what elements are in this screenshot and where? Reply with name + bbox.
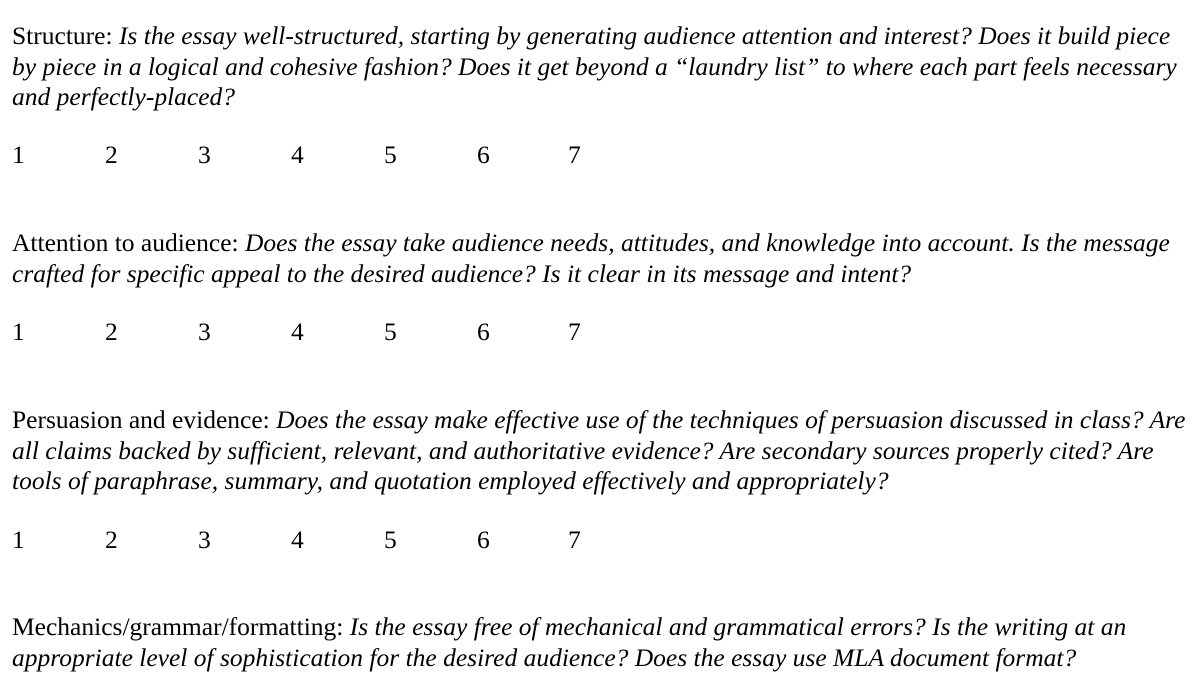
scale-point: 4 — [291, 525, 304, 554]
scale-point: 6 — [477, 317, 490, 346]
scale-point: 7 — [568, 525, 581, 554]
criterion-label: Structure: — [12, 21, 119, 50]
scale-point: 5 — [384, 140, 397, 169]
scale-point: 4 — [291, 317, 304, 346]
criterion-question: Is the essay well-structured, starting by generating audience attention and interest? Does it build piece by piece in a logical and cohesive fashion? Does it get beyond a “laundry list” to where each part feels necessary and perfectly-placed? — [12, 21, 1177, 111]
scale-point: 5 — [384, 317, 397, 346]
criterion-text — [12, 405, 1188, 497]
scale-point: 2 — [105, 525, 118, 554]
scale-point: 3 — [198, 317, 211, 346]
criterion-question: Is the essay free of mechanical and grammatical errors? Is the writing at an appropriate level of sophistication for the desired audience? Does the essay use MLA document format? — [12, 612, 1127, 672]
scale-point: 5 — [384, 525, 397, 554]
rating-scale-attention-to-audience — [12, 316, 652, 348]
scale-point: 1 — [12, 140, 25, 169]
rating-scale-persuasion-and-evidence — [12, 524, 652, 556]
criterion-text — [12, 228, 1188, 289]
criterion-mechanics-grammar-formatting — [12, 612, 1188, 673]
criterion-attention-to-audience — [12, 228, 1188, 289]
criterion-question: Does the essay make effective use of the techniques of persuasion discussed in class? Are all claims backed by sufficient, relevant, and authoritative evidence? Are secondary sources properly cited? Are tools of paraphrase, summary, and quotation employed effectively and appropriately? — [12, 405, 1186, 495]
criterion-text — [12, 612, 1188, 673]
scale-point: 2 — [105, 317, 118, 346]
scale-point: 6 — [477, 140, 490, 169]
scale-point: 3 — [198, 140, 211, 169]
criterion-label: Persuasion and evidence: — [12, 405, 277, 434]
rating-scale-structure — [12, 139, 652, 171]
criterion-label: Attention to audience: — [12, 228, 245, 257]
criterion-persuasion-and-evidence — [12, 405, 1188, 497]
scale-point: 2 — [105, 140, 118, 169]
criterion-question: Does the essay take audience needs, attitudes, and knowledge into account. Is the message crafted for specific appeal to the desired audience? Is it clear in its message and intent? — [12, 228, 1170, 288]
scale-point: 4 — [291, 140, 304, 169]
rubric-document — [12, 0, 1188, 675]
scale-point: 3 — [198, 525, 211, 554]
scale-point: 1 — [12, 317, 25, 346]
scale-point: 6 — [477, 525, 490, 554]
criterion-label: Mechanics/grammar/formatting: — [12, 612, 350, 641]
criterion-text — [12, 21, 1188, 113]
scale-point: 7 — [568, 317, 581, 346]
criterion-structure — [12, 21, 1188, 113]
scale-point: 7 — [568, 140, 581, 169]
scale-point: 1 — [12, 525, 25, 554]
